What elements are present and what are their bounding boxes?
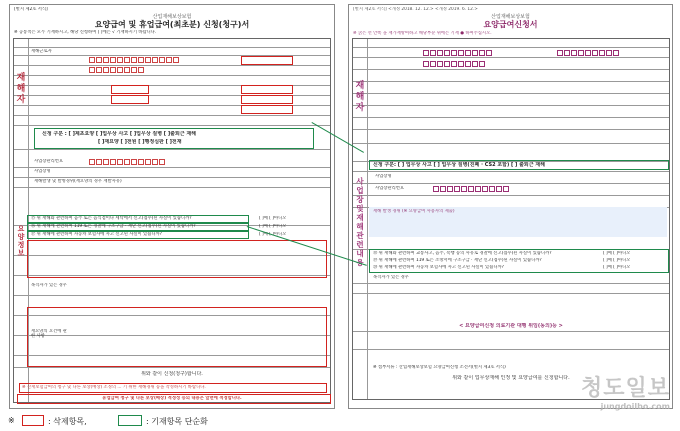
old-form-page: [9, 4, 335, 409]
old-q2: ⑯ 위 재해에 관련하여 119 또는 경찰에 구조구급 · 재난 신고(접수)된 사실이 있습니까?: [31, 224, 196, 229]
new-biz-mgmt-boxes: [433, 186, 509, 192]
old-recur: 재요양의 요건에 관한 사항: [31, 329, 67, 339]
old-sign: 위와 같이 신청(청구)합니다.: [141, 371, 203, 377]
new-sign: 위와 같이 업무상재해 인정 및 요양급여를 신청합니다.: [452, 375, 570, 381]
old-q2-answer[interactable]: [ ]예 [ ]아니오: [259, 224, 287, 229]
new-form-page: [348, 4, 673, 409]
new-form-notice: ※ 굵은 선 안쪽 을 재가재방여하고 해당부분 위에는 기재 ● 하여주십시오.: [353, 31, 492, 36]
old-deleted-worktime: [111, 95, 149, 104]
new-q3-answer[interactable]: [ ]예 [ ]아니오: [603, 265, 631, 270]
old-form-title: 요양급여 및 휴업급여(최초분) 신청(청구)서: [94, 20, 250, 29]
new-q1-answer[interactable]: [ ]예 [ ]아니오: [603, 251, 631, 256]
legend-simplified-swatch: [118, 415, 142, 426]
new-biz-name: 사업장명: [375, 174, 392, 179]
old-deleted-wage: [241, 85, 293, 94]
old-deleted-hours: [241, 95, 293, 104]
new-form-title: 요양급여신청서: [483, 20, 538, 29]
old-footer-note: ※ 산재보험급여의 청구 및 다른 보상(배상) 조정의 ... 기 위한 재해경위 등을 작성하시기 바랍니다.: [22, 385, 206, 390]
old-accident-label: 재해발생 및 발병경위(재요양의 경우 재발사유): [34, 179, 122, 184]
new-worker-side-label: 재 해 자: [355, 81, 365, 113]
old-deleted-phone: [241, 56, 293, 65]
watermark: [581, 371, 670, 411]
old-form-body: [13, 38, 331, 403]
new-q3: ⑳ 위 재해에 관련하여 자동차 보험사에 사고 신고된 사실이 있습니까?: [373, 265, 504, 270]
old-phone-boxes: [89, 67, 144, 73]
old-deleted-account: [241, 105, 293, 114]
old-id-boxes: [89, 57, 179, 63]
watermark-url: jungdoilbo.com: [600, 402, 670, 411]
new-q2: ⑲ 위 재해에 관련하여 119 또는 소방서에 구조구급 · 재난 신고(접수)된 사실이 있습니까?: [373, 258, 542, 263]
new-phone-boxes: [423, 61, 485, 67]
new-name-boxes: [423, 50, 492, 56]
old-deleted-recur-block: [27, 307, 327, 367]
old-biz-no: 사업장관리번호: [34, 159, 64, 164]
new-q2-answer[interactable]: [ ]예 [ ]아니오: [603, 258, 631, 263]
legend-mark: ※: [8, 416, 15, 425]
old-q1: ⑮ 위 재해와 관련하여 음주 또는 음식점이나 세탁에서 신고(접수)된 사실이 있습니까?: [31, 216, 192, 221]
new-witness: 목격자가 있는 경우: [373, 275, 409, 280]
new-form-body: [352, 38, 670, 400]
watermark-logo: 청도일보: [580, 376, 670, 401]
legend-deleted-swatch: [22, 415, 44, 426]
old-witness: 목격자가 있는 경우: [31, 283, 67, 288]
legend-deleted: : 삭제항목,: [48, 417, 87, 426]
new-biz-side-label: 사 업 장 및 재 해 관 련 내 용: [356, 177, 364, 267]
old-worker-label: 재해근로자: [31, 49, 52, 54]
new-agent-heading: < 요양급여신청 의료기관 대행 위임(동의)등 >: [459, 323, 563, 329]
old-q3-answer[interactable]: [ ]예 [ ]아니오: [259, 232, 287, 237]
new-attach: ※ 첨부서류 : 산업재해보상보험 요양급여신청 소견서(별지 제3호 서식): [373, 365, 506, 370]
old-form-agency: 산업재해보상보험: [152, 14, 192, 20]
new-q1: ⑱ 위 재해와 관련하여 교통사고, 음주, 폭행 등의 사유로 경찰에 신고(접수)된 사실이 있습니까?: [373, 251, 552, 256]
old-q3: ⑰ 위 재해에 관련하여 자동차 보험사에 사고 신고된 사실이 있습니까?: [31, 232, 162, 237]
old-claim-type-line1: 신청 구분 : [ ]제초요양 [ ]업무상 사고 [ ]업무상 질병 [ ]출퇴근 재해: [42, 131, 197, 137]
old-worker-side-label: 재 해 자: [16, 73, 26, 105]
old-form-notice: ※ 공통적은 모두 기재하시고, 해당 신청하여 [ ]에는 √ 기재하시기 바랍니다.: [14, 30, 157, 35]
old-footer-red: 휴업급여 청구 및 다른 보상(배상) 적정성 등의 내용은 앞면에 적정합니다.: [102, 396, 242, 401]
new-form-number: [별지 제2호 서식] <개정 2018. 12. 12.> <개정 2019. 6. 12.>: [353, 7, 478, 12]
new-claim-type: 신청 구분: [ ] 업무상 사고 [ ] 업무상 질병(진폐 · CS2 포함) [ ] 출퇴근 재해: [373, 162, 545, 168]
old-care-side-label: 요 양 정 보: [17, 225, 25, 257]
old-biz-no-boxes: [89, 159, 165, 165]
new-accident-label: 재해 발생 경위 (※ 요양급여 사용자의 제출): [373, 209, 455, 214]
old-deleted-misc-block: [27, 240, 327, 278]
new-id-boxes: [557, 50, 619, 56]
new-form-agency: 산업재해보상보험: [491, 14, 530, 20]
old-q1-answer[interactable]: [ ]예 [ ]아니오: [259, 216, 287, 221]
legend-simplified: : 기재항목 단순화: [146, 417, 208, 426]
old-biz-name: 사업장명: [34, 169, 51, 174]
old-claim-type-line2: [ ]재요양 [ ]전원 [ ]행정심판 [ ]전재: [98, 139, 182, 145]
old-deleted-job: [111, 85, 149, 94]
old-form-number: [별지 제2호 서식]: [14, 7, 48, 12]
new-biz-mgmt: 사업장관리번호: [375, 186, 405, 191]
